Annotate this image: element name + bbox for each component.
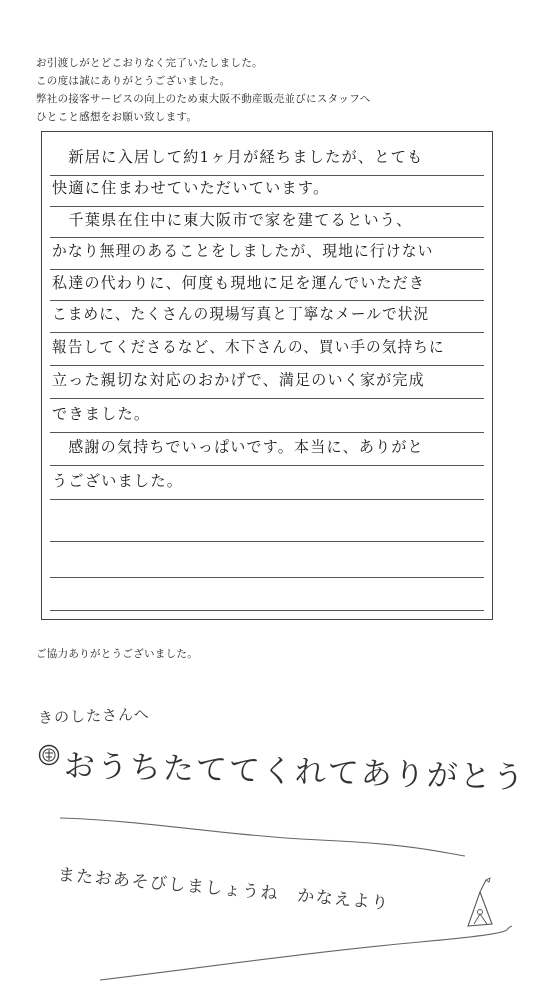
child-signoff: またおあそびしましょうね かなえより: [56, 865, 391, 914]
thank-you-note: ご協力ありがとうございました。: [36, 648, 198, 660]
stamp-icon: [38, 744, 60, 766]
handwritten-line: うございました。: [52, 472, 184, 490]
comment-box: [41, 131, 493, 620]
handwritten-line: 立った親切な対応のおかげで、満足のいく家が完成: [52, 371, 425, 389]
ruled-line: [50, 541, 484, 542]
ruled-line: [50, 465, 484, 466]
handwritten-line: 快適に住まわせていただいています。: [52, 179, 330, 197]
form-header: [36, 54, 506, 126]
ruled-line: [50, 577, 484, 578]
ruled-line: [50, 175, 484, 176]
header-line: お引渡しがとどこおりなく完了いたしました。: [36, 57, 263, 69]
ruled-line: [50, 398, 484, 399]
handwritten-line: 報告してくださるなど、木下さんの、買い手の気持ちに: [52, 338, 445, 356]
ruled-line: [50, 237, 484, 238]
ruled-line: [50, 269, 484, 270]
handwritten-line: 私達の代わりに、何度も現地に足を運んでいただき: [52, 274, 426, 292]
ruled-line: [50, 332, 484, 333]
header-line: ひとこと感想をお願い致します。: [36, 111, 198, 123]
ruled-line: [50, 300, 484, 301]
ruled-line: [50, 206, 484, 207]
ruled-line: [50, 432, 484, 433]
handwritten-line: できました。: [52, 405, 151, 423]
ruled-line: [50, 499, 484, 500]
handwritten-line: 感謝の気持ちでいっぱいです。本当に、ありがと: [52, 438, 424, 456]
ruled-line: [50, 610, 484, 611]
child-message: おうちたててくれてありがとう: [63, 748, 527, 797]
ruled-line: [50, 365, 484, 366]
child-addressee: きのしたさんへ: [37, 705, 151, 727]
handwritten-line: かなり無理のあることをしましたが、現地に行けない: [52, 242, 434, 260]
header-line: 弊社の接客サービスの向上のため東大阪不動産販売並びにスタッフへ: [36, 93, 371, 105]
handwritten-line: 新居に入居して約1ヶ月が経ちましたが、とても: [52, 148, 424, 166]
handwritten-line: 千葉県在住中に東大阪市で家を建てるという、: [52, 211, 413, 229]
handwritten-line: こまめに、たくさんの現場写真と丁寧なメールで状況: [52, 305, 430, 323]
header-line: この度は誠にありがとうございました。: [36, 75, 231, 87]
